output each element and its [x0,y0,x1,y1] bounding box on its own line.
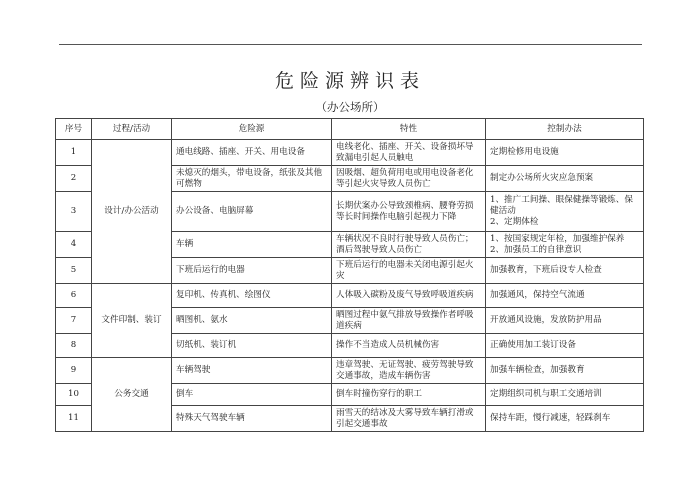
control-cell: 定期组织司机与职工交通培训 [486,384,644,406]
control-cell: 正确使用加工装订设备 [486,334,644,358]
col-header-property: 特性 [332,119,486,140]
row-no: 7 [56,308,92,334]
hazard-cell: 下班后运行的电器 [172,258,332,284]
control-cell: 1、推广工间操、眼保健操等锻炼、保健活动 2、定期体检 [486,192,644,232]
control-cell: 1、按国家规定年检，加强维护保养 2、加强员工的自律意识 [486,232,644,258]
control-cell: 加强教育，下班后设专人检查 [486,258,644,284]
document-subtitle: （办公场所） [315,100,385,114]
row-no: 4 [56,232,92,258]
control-cell: 定期检修用电设施 [486,140,644,166]
row-no: 10 [56,384,92,406]
row-no: 6 [56,284,92,308]
property-cell: 操作不当造成人员机械伤害 [332,334,486,358]
row-no: 5 [56,258,92,284]
property-cell: 雨雪天的结冰及大雾导致车辆打滑或引起交通事故 [332,406,486,432]
table-header-row [56,119,644,140]
control-cell: 保持车距，慢行减速，轻踩刹车 [486,406,644,432]
property-cell: 人体吸入碳粉及废气导致呼吸道疾病 [332,284,486,308]
control-cell: 制定办公场所火灾应急预案 [486,166,644,192]
row-no: 1 [56,140,92,166]
col-header-no: 序号 [56,119,92,140]
property-cell: 违章驾驶、无证驾驶、疲劳驾驶导致交通事故，造成车辆伤害 [332,358,486,384]
table-row [56,140,644,166]
hazard-cell: 办公设备、电脑屏幕 [172,192,332,232]
col-header-hazard: 危险源 [172,119,332,140]
hazard-cell: 通电线路、插座、开关、用电设备 [172,140,332,166]
hazard-cell: 未熄灭的烟头，带电设备，纸张及其他可燃物 [172,166,332,192]
document-title: 危险源辨识表 [274,70,425,92]
hazard-cell: 特殊天气驾驶车辆 [172,406,332,432]
control-cell: 加强车辆检查，加强教育 [486,358,644,384]
property-cell: 车辆状况不良时行驶导致人员伤亡；酒后驾驶导致人员伤亡 [332,232,486,258]
property-cell: 长期伏案办公导致颈椎病、腰脊劳损等长时间操作电脑引起视力下降 [332,192,486,232]
row-no: 9 [56,358,92,384]
hazard-cell: 车辆驾驶 [172,358,332,384]
property-cell: 晒图过程中氨气排放导致操作者呼吸道疾病 [332,308,486,334]
hazard-cell: 晒图机、氨水 [172,308,332,334]
col-header-control: 控制办法 [486,119,644,140]
hazard-cell: 切纸机、装订机 [172,334,332,358]
activity-cell: 设计/办公活动 [92,140,172,284]
property-cell: 倒车时撞伤穿行的职工 [332,384,486,406]
header-rule [59,44,642,45]
control-cell: 加强通风，保持空气流通 [486,284,644,308]
property-cell: 下班后运行的电器未关闭电源引起火灾 [332,258,486,284]
col-header-activity: 过程/活动 [92,119,172,140]
property-cell: 电线老化、插座、开关、设备损坏导致漏电引起人员触电 [332,140,486,166]
row-no: 3 [56,192,92,232]
hazard-table [55,118,644,432]
hazard-cell: 倒车 [172,384,332,406]
control-cell: 开放通风设施，发放防护用品 [486,308,644,334]
table-row [56,284,644,308]
row-no: 8 [56,334,92,358]
activity-cell: 文件印制、装订 [92,284,172,358]
activity-cell: 公务交通 [92,358,172,432]
row-no: 2 [56,166,92,192]
hazard-cell: 车辆 [172,232,332,258]
table-row [56,358,644,384]
hazard-cell: 复印机、传真机、绘图仪 [172,284,332,308]
property-cell: 因吸烟、超负荷用电或用电设备老化等引起火灾导致人员伤亡 [332,166,486,192]
row-no: 11 [56,406,92,432]
